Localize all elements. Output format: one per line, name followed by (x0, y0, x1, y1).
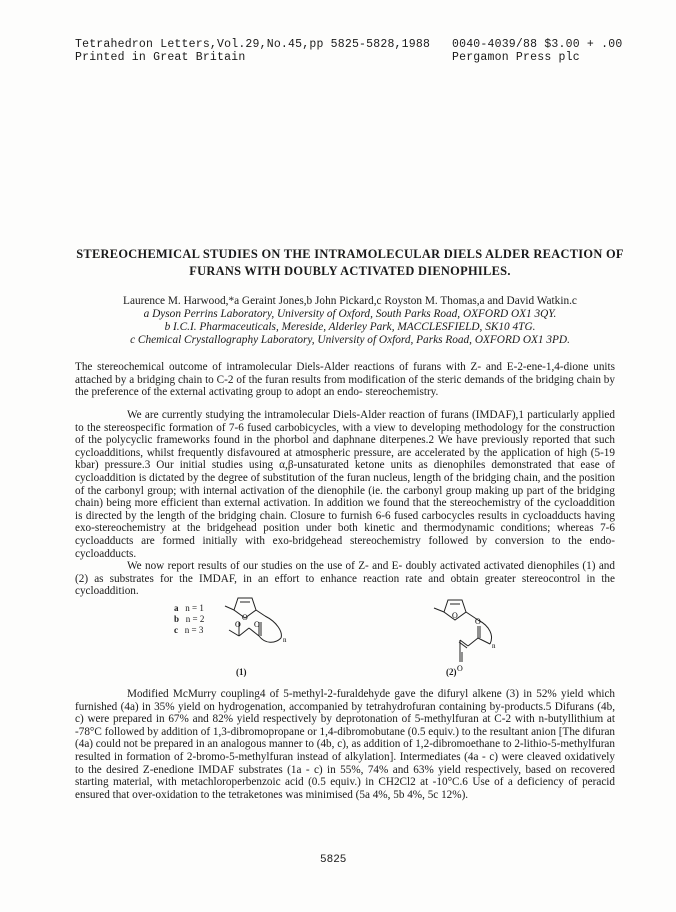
paragraph-intro: We are currently studying the intramolecular Diels-Alder reaction of furans (IMDAF),1 particularly applied to the stereospecific formation of 7-6 fused carbobicycles, with a view to developing methodology for the construction of the polycyclic frameworks found in the phorbol and daphnane diterpenes.2 We have previously reported that such cycloadditions, whilst frequently disfavoured at atmospheric pressure, are accelerated by the application of high (5-19 kbar) pressure.3 Our initial studies using α,β-unsaturated ketone units as dienophiles demonstrated that ease of cycloaddition is dictated by the degree of substitution of the furan nucleus, length of the bridging chain, and the position of the carbonyl group; with internal activation of the dienophile (ie. the carbonyl group making up part of the bridging chain) being more efficient than external activation. In addition we found that the stereochemistry of the cycloaddition is directed by the length of the bridging chain. Closure to furnish 6-6 fused carbocycles results in cycloadducts having exo-stereochemistry at the bridgehead position under both kinetic and thermodynamic conditions; whereas 7-6 cycloadducts are formed initially with exo-bridgehead stereochemistry followed by conversion to the endo-cycloadducts. (75, 409, 615, 560)
n-values-legend (174, 603, 204, 636)
legend-row-b: b n = 2 (174, 614, 205, 624)
compound-label-1: (1) (236, 667, 247, 677)
compound-label-2: (2) (446, 667, 457, 677)
paragraph-report: We now report results of our studies on the use of Z- and E- doubly activated activated dienophiles (1) and (2) as substrates for the IMDAF, in an effort to enhance reaction rate and obtain greater stereocontrol in the cycloaddition. (75, 560, 615, 598)
structure-2 (420, 592, 530, 674)
atom-o-left: O (235, 620, 241, 629)
printed-in: Printed in Great Britain (75, 51, 246, 64)
affiliation-c: c Chemical Crystallography Laboratory, University of Oxford, Parks Road, OXFORD OX1 3PD. (130, 334, 570, 346)
price-code: 0040-4039/88 $3.00 + .00 (452, 38, 623, 51)
article-title-line2: FURANS WITH DOUBLY ACTIVATED DIENOPHILES. (189, 264, 511, 278)
affiliation-a: a Dyson Perrins Laboratory, University of Oxford, South Parks Road, OXFORD OX1 3QY. (143, 308, 557, 320)
atom-o-bottom-2: O (457, 664, 463, 673)
subscript-n: n (283, 636, 287, 644)
atom-o-top-2: O (475, 617, 481, 626)
publisher: Pergamon Press plc (452, 51, 580, 64)
legend-row-a: a n = 1 (174, 603, 204, 613)
affiliation-b: b I.C.I. Pharmaceuticals, Mereside, Alderley Park, MACCLESFIELD, SK10 4TG. (164, 321, 536, 333)
paragraph-synthesis: Modified McMurry coupling4 of 5-methyl-2-furaldehyde gave the difuryl alkene (3) in 52% yield which furnished (4a) in 35% yield on hydrogenation, accompanied by tetrahydrofuran containing by-products.5 Difurans (4b, c) were prepared in 67% and 82% yield respectively by deprotonation of 5-methylfuran at C-2 with n-butyllithium at -78°C followed by addition of 1,3-dibromopropane or 1,4-dibromobutane (0.5 equiv.) to the resultant anion [The difuran (4a) could not be prepared in an analogous manner to (4b, c), as addition of 1,2-dibromoethane to 2-lithio-5-methylfuran resulted in formation of 2-bromo-5-methylfuran instead of alkylation]. Intermediates (4a - c) were cleaved oxidatively to the desired Z-enedione IMDAF substrates (1a - c) in 55%, 74% and 63% yield respectively, based on recovered starting material, with metachloroperbenzoic acid (0.5 equiv.) in CH2Cl2 at -10°C.6 Use of a deficiency of peracid ensured that over-oxidation to the tetraketones was minimised (5a 4%, 5b 4%, 5c 12%). (75, 688, 615, 801)
atom-o-ring-2: O (452, 611, 458, 620)
legend-row-c: c n = 3 (174, 625, 204, 635)
abstract: The stereochemical outcome of intramolecular Diels-Alder reactions of furans with Z- and E-2-ene-1,4-dione units attached by a bridging chain to C-2 of the furan results from modification of the steric demands of the bridging chain by the preference of the external activating group to adopt an endo- stereochemistry. (75, 361, 615, 399)
atom-o-ring: O (242, 613, 248, 622)
page-number: 5825 (320, 854, 347, 866)
article-title-line1: STEREOCHEMICAL STUDIES ON THE INTRAMOLECULAR DIELS ALDER REACTION OF (76, 247, 624, 261)
authors: Laurence M. Harwood,*a Geraint Jones,b John Pickard,c Royston M. Thomas,a and David Watkin.c (123, 295, 577, 307)
subscript-n-2: n (492, 642, 496, 650)
structure-1 (205, 592, 315, 654)
atom-o-right: O (254, 620, 260, 629)
journal-citation: Tetrahedron Letters,Vol.29,No.45,pp 5825-5828,1988 (75, 38, 431, 51)
